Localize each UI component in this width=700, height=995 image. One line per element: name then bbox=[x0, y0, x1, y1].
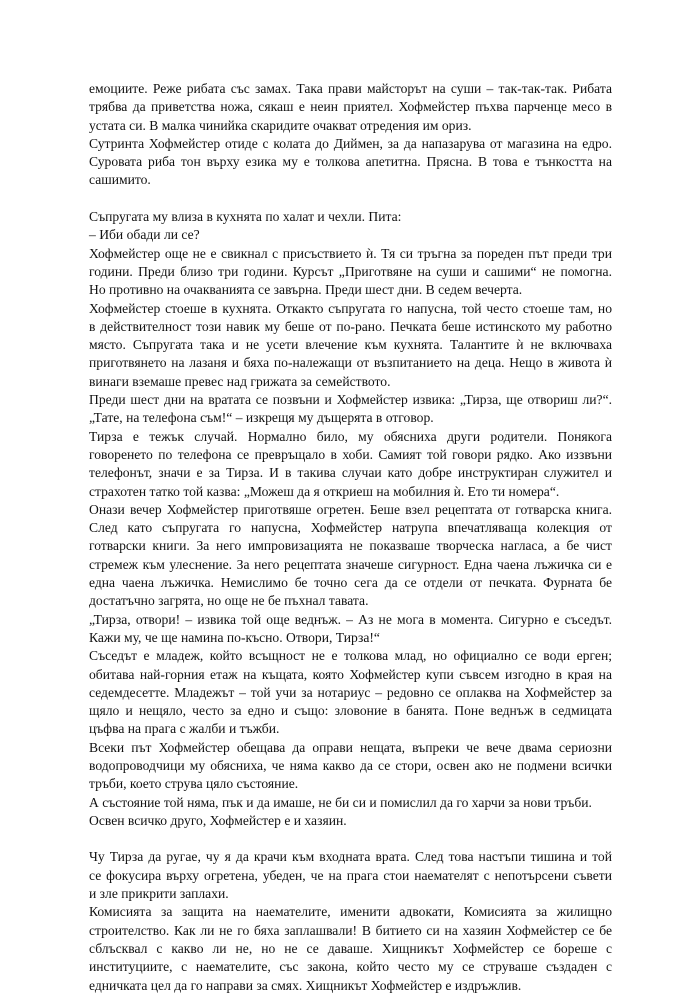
paragraph bbox=[89, 391, 612, 428]
text-line: години. Преди близо три години. Курсът „Приготвяне на суши и сашими“ не помогна. bbox=[89, 263, 612, 279]
text-line: място. Съпругата така и не усети влечение към кухнята. Талантите ѝ не включваха bbox=[89, 337, 612, 353]
text-line: трябва да приветства ножа, сякаш е неин приятел. Хофмейстер пъхва парченце месо в bbox=[89, 99, 612, 115]
text-line: готварски книги. За него импровизацията не показваше творческа нагласа, а бе чист bbox=[89, 538, 612, 554]
text-line: стремеж към улеснение. За него рецептата значеше сигурност. Една чаена лъжичка си е bbox=[89, 556, 612, 572]
text-line: Хофмейстер още не е свикнал с присъствието ѝ. Тя си тръгна за пореден път преди три bbox=[89, 245, 612, 261]
paragraph bbox=[89, 848, 612, 903]
text-line: Хофмейстер стоеше в кухнята. Откакто съпругата го напусна, той често стоеше там, но bbox=[89, 300, 612, 316]
text-line: винаги вземаше превес над грижата за семейството. bbox=[89, 373, 391, 389]
text-line: приготвянето на лазаня и бяха по-належащи от възпитанието на деца. Нещо в живота ѝ bbox=[89, 355, 612, 371]
text-line: достатъчно загрята, но още не бе пъхнал тавата. bbox=[89, 593, 369, 609]
text-line: устата си. В малка чинийка скаридите очакват отредения им ориз. bbox=[89, 117, 472, 133]
text-line: в действителност този навик му беше от по-рано. Печката беше истинското му работно bbox=[89, 318, 612, 334]
text-line: Чу Тирза да ругае, чу я да крачи към входната врата. След това настъпи тишина и той bbox=[89, 849, 612, 865]
text-line: емоциите. Реже рибата със замах. Така прави майсторът на суши – так-так-так. Рибата bbox=[89, 81, 612, 96]
paragraph bbox=[89, 135, 612, 190]
text-line: сблъсквал с какво ли не, но не се даваше. Хищникът Хофмейстер се бореше с bbox=[89, 940, 612, 956]
paragraph bbox=[89, 245, 612, 300]
text-line: говоренето по телефона се превръщало в хоби. Самият той говори рядко. Ако иззвъни bbox=[89, 446, 612, 462]
text-line: строителство. Как ли не го бяха заплашвали! В битието си на хазяин Хофмейстер се бе bbox=[89, 922, 612, 938]
paragraph bbox=[89, 794, 612, 812]
text-line: Комисията за защита на наемателите, именити адвокати, Комисията за жилищно bbox=[89, 904, 612, 920]
text-line: телефонът, значи е за Тирза. И в такива случаи като добре инструктиран служител и bbox=[89, 465, 612, 481]
text-line: Съседът е младеж, който всъщност не е толкова млад, но официално се води ерген; bbox=[89, 648, 612, 664]
paragraph bbox=[89, 812, 612, 830]
text-line: седемдесетте. Младежът – той учи за нотариус – редовно се оплаква на Хофмейстер за bbox=[89, 684, 612, 700]
text-line: институциите, с наемателите, със закона, който често му се струваше създаден с bbox=[89, 959, 612, 975]
text-line: обитава най-горния етаж на къщата, която Хофмейстер купи съвсем изгодно в края на bbox=[89, 666, 612, 682]
text-line: едничката цел да го направи за смях. Хищникът Хофмейстер е издръжлив. bbox=[89, 977, 522, 993]
text-line: Суровата риба тон върху езика му е толкова апетитна. Прясна. В това е тънкостта на bbox=[89, 154, 612, 170]
text-line: След като съпругата го напусна, Хофмейстер натрупа впечатляваща колекция от bbox=[89, 520, 612, 536]
text-line: Тирза е тежък случай. Нормално било, му обясниха други родители. Понякога bbox=[89, 428, 612, 444]
paragraph bbox=[89, 501, 612, 611]
text-line: щяло и нещяло, често за едно и също: зловоние в банята. Поне веднъж в седмицата bbox=[89, 703, 612, 719]
text-line: Всеки път Хофмейстер обещава да оправи нещата, въпреки че вече двама сериозни bbox=[89, 739, 612, 755]
text-line: водопроводчици му обясниха, че няма какво да се стори, освен ако не подмени всички bbox=[89, 757, 612, 773]
text-line: и зле прикрити заплахи. bbox=[89, 886, 229, 902]
paragraph bbox=[89, 611, 612, 648]
text-line: се фокусира върху огретена, убеден, че на прага стои наемателят с непотърсени съвети bbox=[89, 867, 612, 883]
text-line: Сутринта Хофмейстер отиде с колата до Диймен, за да напазарува от магазина на едро. bbox=[89, 135, 612, 151]
text-line: – Иби обади ли се? bbox=[89, 227, 200, 243]
text-line: Съпругата му влиза в кухнята по халат и чехли. Пита: bbox=[89, 209, 402, 225]
paragraph bbox=[89, 903, 612, 994]
text-line: А състояние той няма, пък и да имаше, не би си и помислил да го харчи за нови тръби. bbox=[89, 794, 592, 810]
text-line: „Тирза, отвори! – извика той още веднъж. – Аз не мога в момента. Сигурно е съседът. bbox=[89, 611, 612, 627]
text-line: „Тате, на телефона съм!“ – изкрещя му дъщерята в отговор. bbox=[89, 410, 434, 426]
paragraph bbox=[89, 80, 612, 135]
text-line: Кажи му, че ще намина по-късно. Отвори, Тирза!“ bbox=[89, 629, 380, 645]
paragraph bbox=[89, 647, 612, 738]
text-line: Освен всичко друго, Хофмейстер е и хазяин. bbox=[89, 812, 347, 828]
text-line: сашимито. bbox=[89, 172, 151, 188]
text-line: Но противно на очакванията се завърна. Преди шест дни. В седем вечерта. bbox=[89, 282, 523, 298]
paragraph bbox=[89, 428, 612, 501]
paragraph bbox=[89, 208, 612, 226]
text-line: Преди шест дни на вратата се позвъни и Хофмейстер извика: „Тирза, ще отвориш ли?“. bbox=[89, 392, 612, 408]
paragraph-spacer bbox=[89, 830, 612, 848]
text-line: Онази вечер Хофмейстер приготвяше огретен. Беше взел рецептата от готварска книга. bbox=[89, 501, 612, 517]
paragraph bbox=[89, 300, 612, 391]
text-line: цъфва на прага с жалби и тъжби. bbox=[89, 721, 280, 737]
paragraph bbox=[89, 226, 612, 244]
text-line: една чаена лъжичка. Немислимо бе точно сега да се отдели от печката. Фурната бе bbox=[89, 575, 612, 591]
text-line: тръби, което струва цяло състояние. bbox=[89, 776, 299, 792]
text-line: страхотен татко той казва: „Можеш да я откриеш на мобилния ѝ. Ето ти номера“. bbox=[89, 483, 560, 499]
paragraph-spacer bbox=[89, 190, 612, 208]
paragraph bbox=[89, 739, 612, 794]
